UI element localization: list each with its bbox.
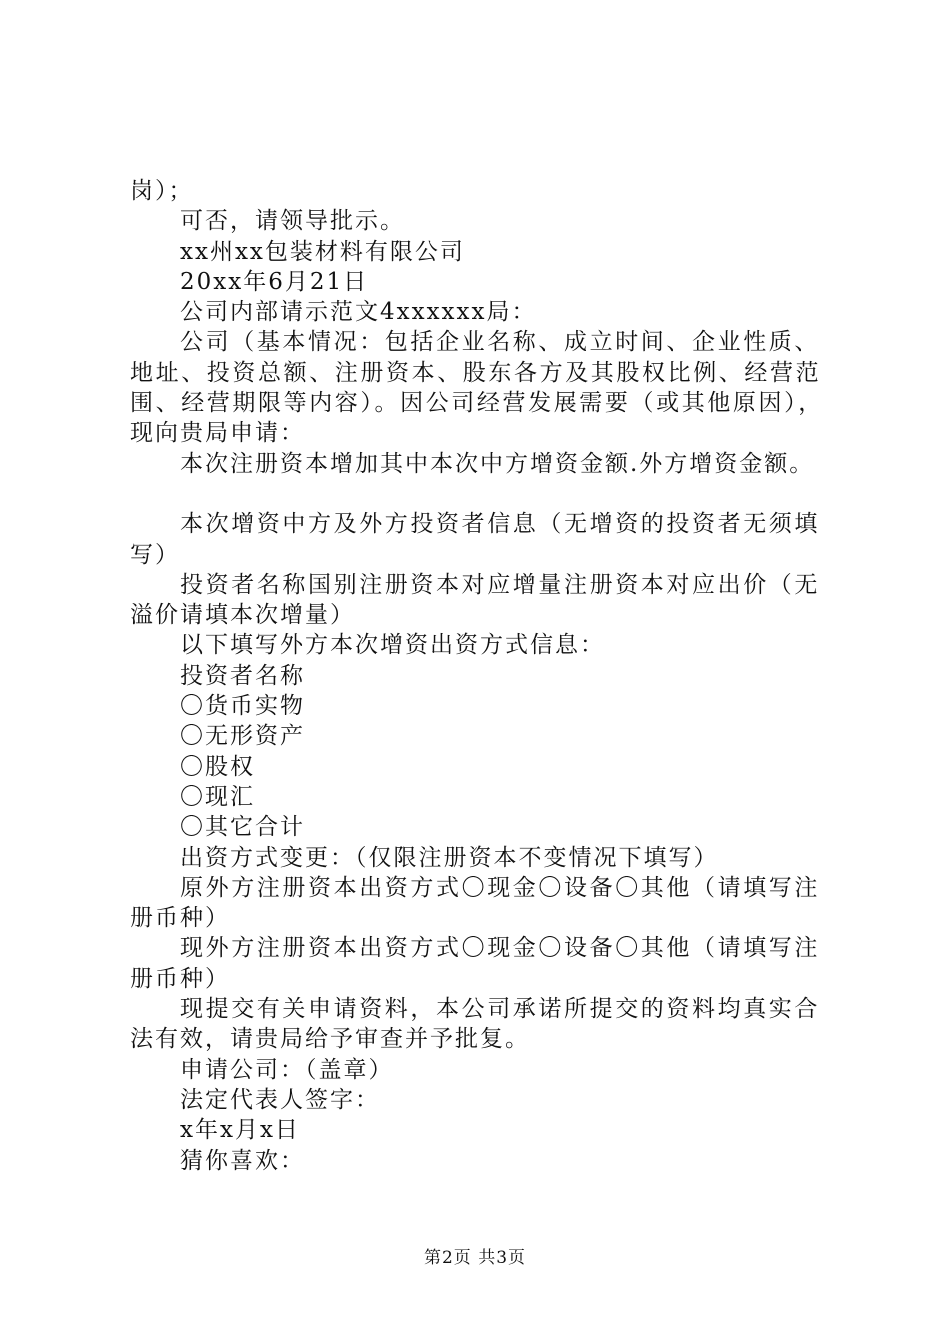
text-line: 现提交有关申请资料，本公司承诺所提交的资料均真实合	[180, 996, 820, 1023]
text-line: 写）	[130, 541, 180, 568]
text-line: 册币种）	[130, 905, 230, 932]
text-line: 20xx年6月21日	[180, 268, 369, 295]
text-line: 公司内部请示范文4xxxxxx局：	[180, 299, 537, 326]
blank-line	[130, 479, 835, 509]
text-line: 围、经营期限等内容）。因公司经营发展需要（或其他原因），	[130, 390, 824, 417]
radio-option-line: 〇其它合计	[180, 814, 305, 841]
text-line: 申请公司：（盖章）	[180, 1056, 394, 1083]
radio-option-line: 〇股权	[180, 753, 255, 780]
radio-option-line: 〇货币实物	[180, 693, 305, 720]
text-line: 法定代表人签字：	[180, 1086, 380, 1113]
text-line: 地址、投资总额、注册资本、股东各方及其股权比例、经营范	[130, 359, 822, 386]
text-line: 猜你喜欢：	[180, 1147, 305, 1174]
text-line: 公司（基本情况：包括企业名称、成立时间、企业性质、	[180, 329, 820, 356]
text-line: xx州xx包装材料有限公司	[180, 238, 465, 265]
text-line: 现外方注册资本出资方式〇现金〇设备〇其他（请填写注	[180, 935, 820, 962]
text-line: 现向贵局申请：	[130, 420, 305, 447]
radio-option-line: 〇无形资产	[180, 723, 305, 750]
text-line: 可否，请领导批示。	[180, 208, 405, 235]
text-line: 本次注册资本增加其中本次中方增资金额.外方增资金额。	[180, 450, 815, 477]
page-number-footer: 第2页 共3页	[423, 1248, 527, 1268]
radio-option-line: 〇现汇	[180, 783, 255, 810]
text-line: 本次增资中方及外方投资者信息（无增资的投资者无须填	[180, 511, 820, 538]
text-line: 法有效，请贵局给予审查并予批复。	[130, 1026, 530, 1053]
text-line: 出资方式变更：（仅限注册资本不变情况下填写）	[180, 844, 719, 871]
text-line: x年x月x日	[180, 1117, 300, 1144]
text-line: 岗）；	[130, 178, 194, 204]
text-line: 投资者名称	[180, 662, 305, 689]
text-line: 投资者名称国别注册资本对应增量注册资本对应出价（无	[180, 571, 820, 598]
text-line: 原外方注册资本出资方式〇现金〇设备〇其他（请填写注	[180, 874, 820, 901]
text-line: 溢价请填本次增量）	[130, 602, 355, 629]
document-body	[130, 176, 835, 1176]
text-line: 册币种）	[130, 965, 230, 992]
text-line: 以下填写外方本次增资出资方式信息：	[180, 632, 605, 659]
